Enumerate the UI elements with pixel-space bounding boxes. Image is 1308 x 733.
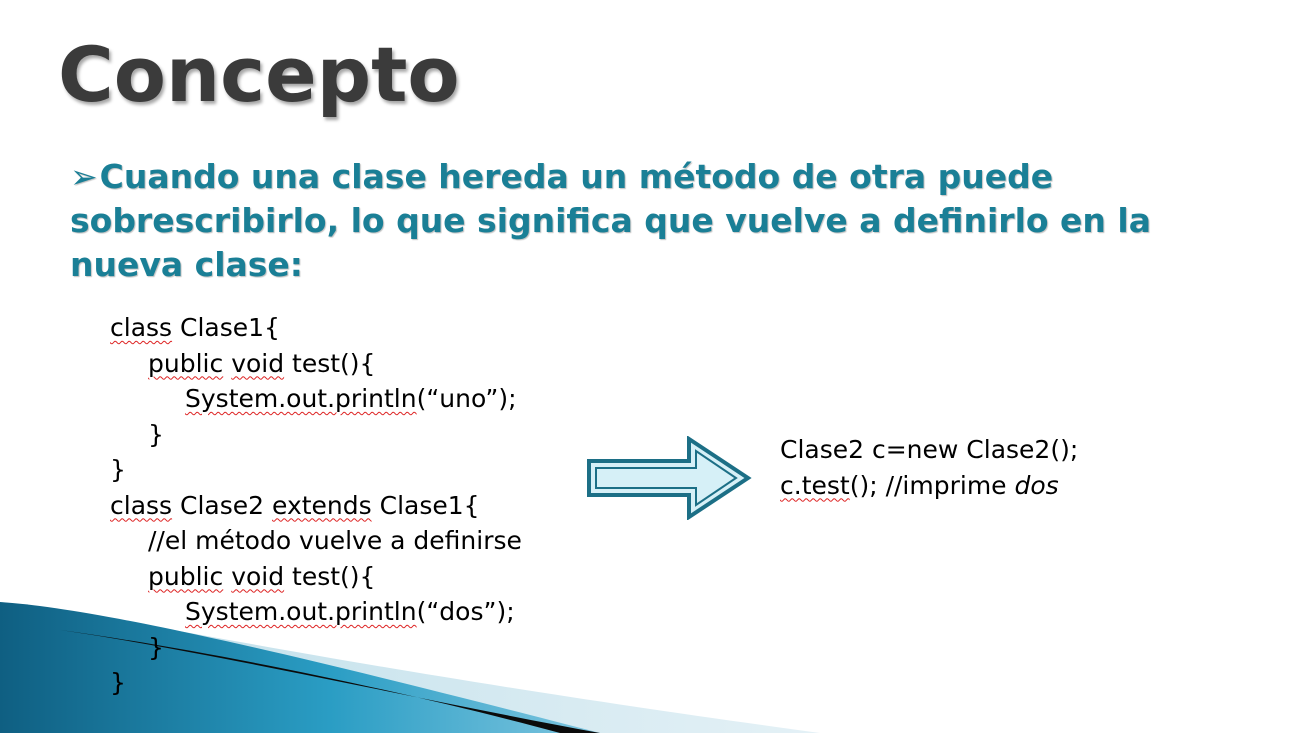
code-line: System.out.println(“dos”); (185, 597, 515, 626)
code-line: } (110, 668, 126, 697)
right-arrow-icon (586, 436, 752, 520)
bullet-text (70, 155, 1270, 287)
slide-title: Concepto (58, 30, 460, 119)
result-code (780, 432, 1078, 503)
result-line: c.test(); //imprime dos (780, 470, 1059, 500)
code-line: class Clase1{ (110, 313, 280, 342)
code-line: public void test(){ (148, 561, 376, 591)
bullet-marker: ➢ (70, 157, 98, 196)
code-line: } (110, 455, 126, 484)
code-line: class Clase2 extends Clase1{ (110, 490, 480, 520)
code-line: System.out.println(“uno”); (185, 384, 517, 413)
code-line: } (148, 632, 164, 662)
code-line: public void test(){ (148, 348, 376, 378)
code-comment: //el método vuelve a definirse (148, 526, 522, 555)
code-block (110, 310, 522, 701)
result-line: Clase2 c=new Clase2(); (780, 435, 1079, 464)
bullet-body: Cuando una clase hereda un método de otra puede sobrescribirlo, lo que significa que vuelve a definirlo en la nueva clase: (70, 157, 1151, 284)
code-line: } (148, 419, 164, 449)
